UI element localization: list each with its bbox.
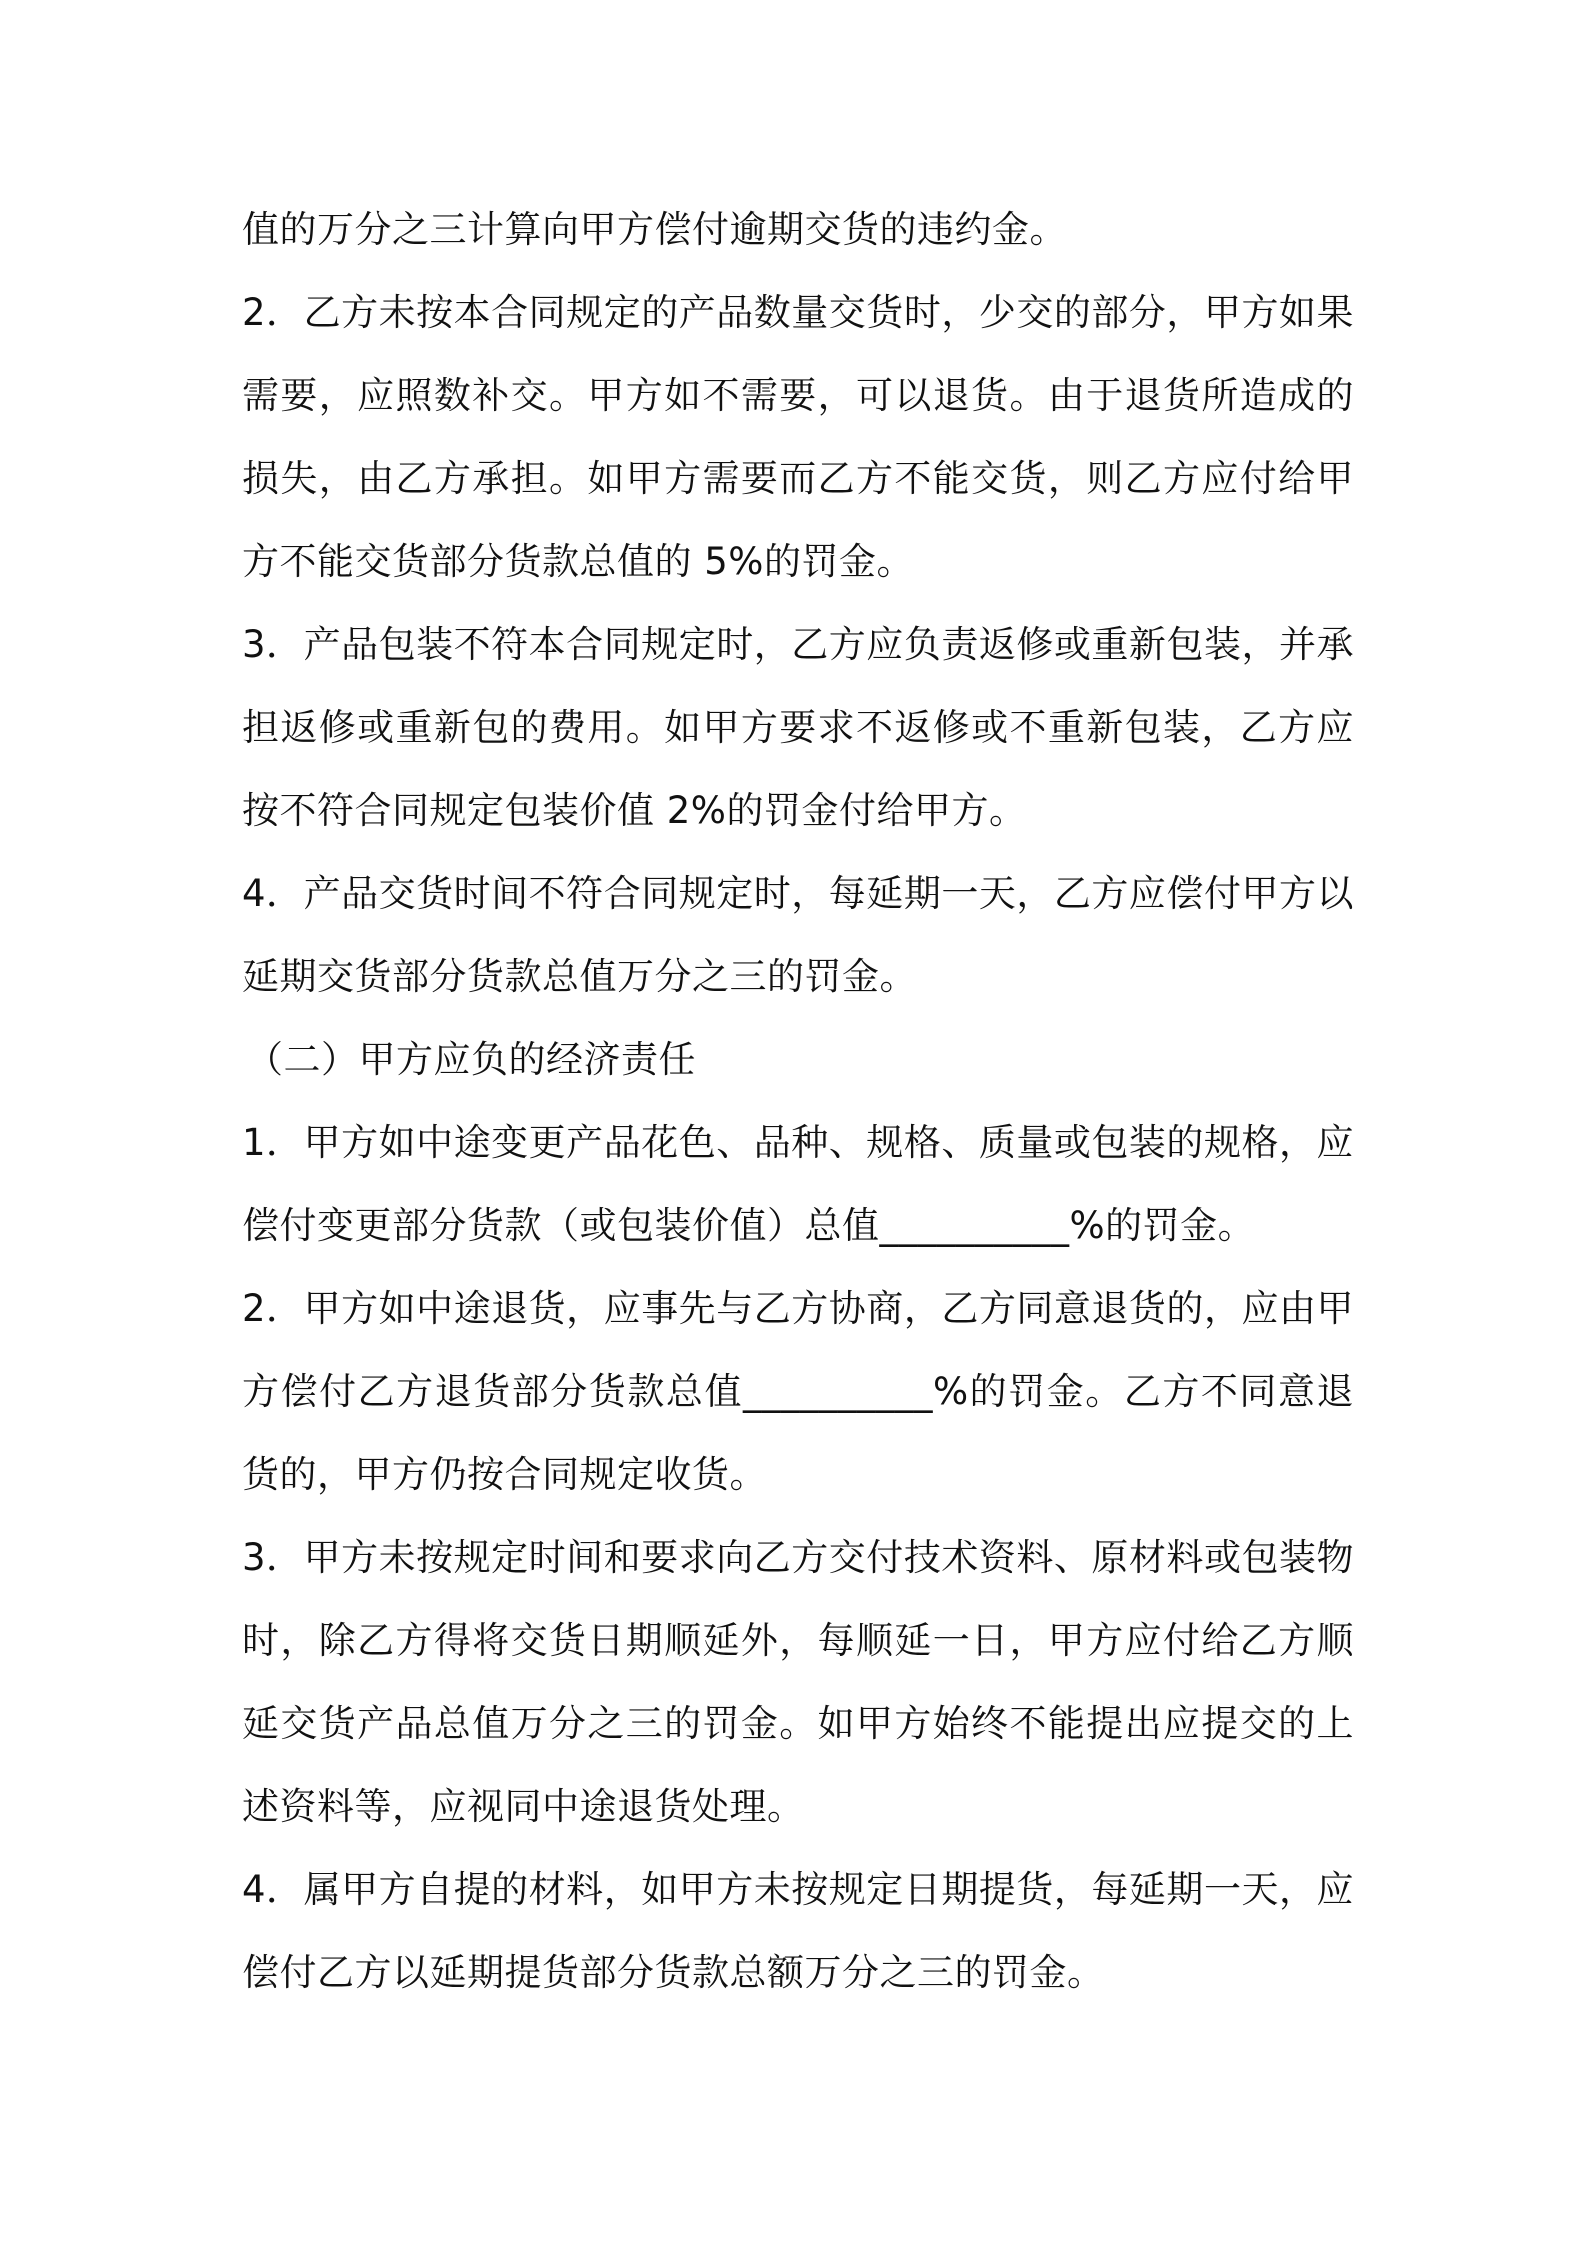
paragraph-party-a-clause-3: 3．甲方未按规定时间和要求向乙方交付技术资料、原材料或包装物时，除乙方得将交货日期顺延外，每顺延一日，甲方应付给乙方顺延交货产品总值万分之三的罚金。如甲方始终不能提出应提交的上述资料等，应视同中途退货处理。 bbox=[242, 1536, 1354, 1828]
paragraph-clause-2-quantity: 2．乙方未按本合同规定的产品数量交货时，少交的部分，甲方如果需要，应照数补交。甲方如不需要，可以退货。由于退货所造成的损失，由乙方承担。如甲方需要而乙方不能交货，则乙方应付给甲方不能交货部分货款总值的 5%的罚金。 bbox=[242, 291, 1354, 583]
paragraph-party-a-clause-2: 2．甲方如中途退货，应事先与乙方协商，乙方同意退货的，应由甲方偿付乙方退货部分货款总值__________%的罚金。乙方不同意退货的，甲方仍按合同规定收货。 bbox=[242, 1287, 1354, 1496]
document-body bbox=[242, 188, 1354, 2014]
paragraph-party-a-clause-4: 4．属甲方自提的材料，如甲方未按规定日期提货，每延期一天，应偿付乙方以延期提货部分货款总额万分之三的罚金。 bbox=[242, 1868, 1354, 1994]
paragraph-clause-4-delivery-time: 4．产品交货时间不符合同规定时，每延期一天，乙方应偿付甲方以延期交货部分货款总值万分之三的罚金。 bbox=[242, 872, 1354, 998]
paragraph-party-a-clause-1: 1．甲方如中途变更产品花色、品种、规格、质量或包装的规格，应偿付变更部分货款（或包装价值）总值__________%的罚金。 bbox=[242, 1121, 1354, 1247]
section-heading-party-a-liability: （二）甲方应负的经济责任 bbox=[246, 1038, 696, 1081]
paragraph-clause-3-packaging: 3．产品包装不符本合同规定时，乙方应负责返修或重新包装，并承担返修或重新包的费用。如甲方要求不返修或不重新包装，乙方应按不符合同规定包装价值 2%的罚金付给甲方。 bbox=[242, 623, 1354, 832]
paragraph-continuation: 值的万分之三计算向甲方偿付逾期交货的违约金。 bbox=[242, 208, 1067, 251]
